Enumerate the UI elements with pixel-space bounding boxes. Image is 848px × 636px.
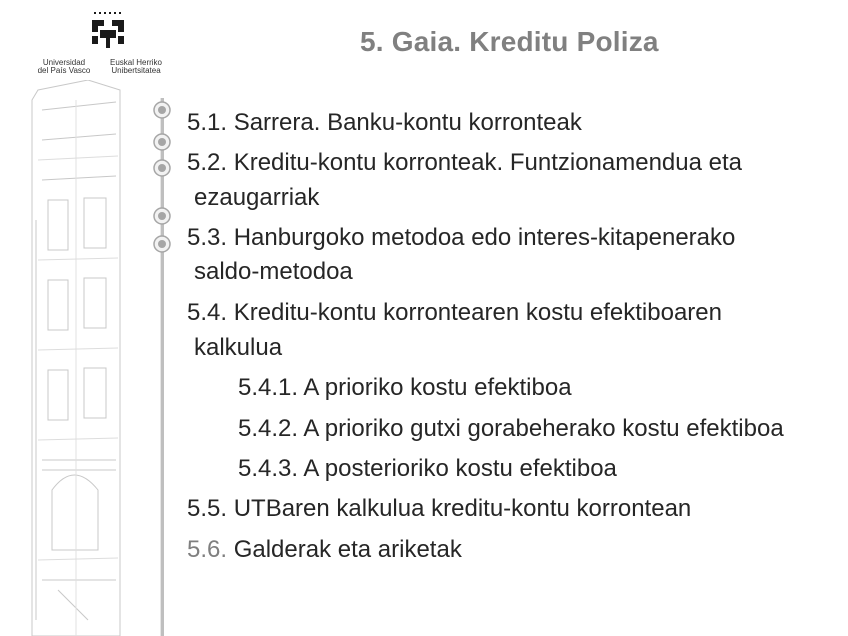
university-logo <box>30 10 178 74</box>
outline-item-5-4-continued: kalkulua <box>194 334 283 361</box>
outline-item-5-5: 5.5. UTBaren kalkulua kreditu-kontu korrontean <box>187 495 692 522</box>
bullet-icon <box>152 234 172 254</box>
bullet-icon <box>152 158 172 178</box>
outline-item-5-3: 5.3. Hanburgoko metodoa edo interes-kitapenerako <box>187 224 736 251</box>
outline-item-5-6-text: Galderak eta ariketak <box>227 536 462 563</box>
outline-subitem-5-4-3: 5.4.3. A posterioriko kostu efektiboa <box>238 455 617 482</box>
bullet-icon <box>152 132 172 152</box>
outline-item-5-3-continued: saldo-metodoa <box>194 258 353 285</box>
building-sketch-decoration <box>28 80 124 636</box>
bullet-icon <box>152 206 172 226</box>
vertical-rail-decoration <box>158 98 166 636</box>
outline-item-5-2: 5.2. Kreditu-kontu korronteak. Funtzionamendua eta <box>187 149 742 176</box>
outline-subitem-5-4-2: 5.4.2. A prioriko gutxi gorabeherako kostu efektiboa <box>238 415 784 442</box>
outline-subitem-5-4-1: 5.4.1. A prioriko kostu efektiboa <box>238 374 572 401</box>
outline-item-5-4: 5.4. Kreditu-kontu korrontearen kostu efektiboaren <box>187 299 722 326</box>
outline-item-5-1: 5.1. Sarrera. Banku-kontu korronteak <box>187 109 582 136</box>
outline-item-5-6-number: 5.6. <box>187 536 228 563</box>
logo-text-spanish: Universidad del País Vasco <box>37 58 91 75</box>
bullet-icon <box>152 100 172 120</box>
university-emblem-icon <box>88 10 128 56</box>
slide-title: 5. Gaia. Kreditu Poliza <box>360 26 659 57</box>
outline-item-5-2-continued: ezaugarriak <box>194 184 320 211</box>
logo-text-basque: Euskal Herriko Unibertsitatea <box>109 58 162 75</box>
outline-item-5-6 <box>187 537 462 563</box>
